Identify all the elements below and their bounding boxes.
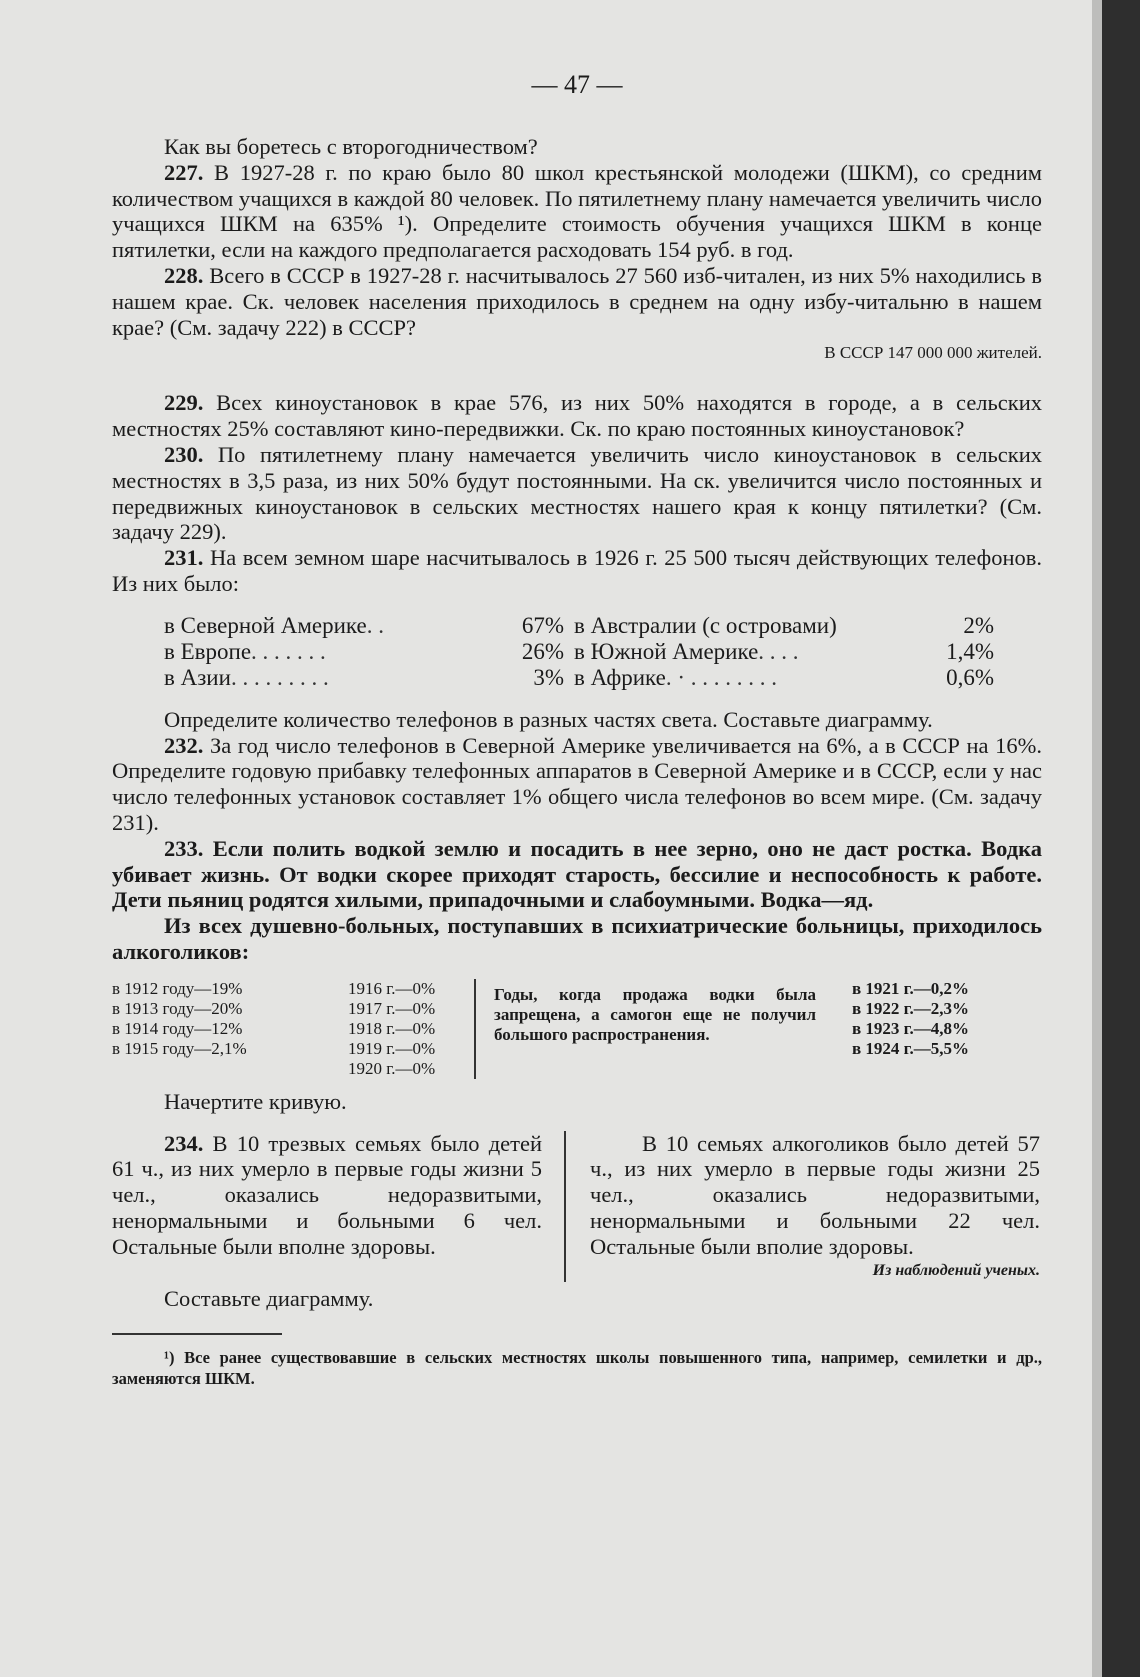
telephone-col-right — [574, 613, 994, 691]
problem-text: В 10 семьях алкоголиков было детей 57 ч., из них умерло в первые годы жизни 25 чел., оказались недоразвитыми, ненормальными и больными 22 чел. Остальные были вполие здоровы. — [590, 1130, 1040, 1259]
problem-232 — [112, 733, 1042, 836]
page-edge — [1092, 0, 1102, 1677]
page-number: — 47 — — [531, 70, 623, 99]
years-1921-1924: в 1921 г.—0,2% в 1922 г.—2,3% в 1923 г.—4,8% в 1924 г.—5,5% — [852, 978, 969, 1058]
problem-number: 234. — [164, 1130, 204, 1156]
problem-number: 227. — [164, 159, 204, 185]
problem-number: 228. — [164, 262, 204, 288]
population-note: В СССР 147 000 000 жителей. — [824, 343, 1042, 363]
problem-234 — [112, 1131, 1042, 1282]
problem-text: Всего в СССР в 1927-28 г. насчитывалось 27 560 изб-читален, из них 5% находились в нашем крае. Ск. человек населения приходилось в среднем на одну избу-читальню в нашем крае? (См. задачу 222) в СССР? — [112, 262, 1042, 340]
problem-text: Всех киноустановок в крае 576, из них 50% находятся в городе, а в сельских местностях 25% составляют кино-передвижки. Ск. по краю постоянных киноустановок? — [112, 390, 1042, 442]
intro-question: Как вы боретесь с второгодничеством? — [164, 134, 538, 159]
alcoholics-table — [112, 979, 1042, 1079]
problem-229 — [112, 390, 1042, 442]
problem-233 — [112, 836, 1042, 913]
problem-number: 230. — [164, 441, 204, 467]
source-note: Из наблюдений ученых. — [872, 1261, 1040, 1279]
years-1916-1920: 1916 г.—0% 1917 г.—0% 1918 г.—0% 1919 г.—0% 1920 г.—0% — [348, 979, 476, 1079]
problem-number: 231. — [164, 545, 204, 571]
telephone-table — [164, 613, 1042, 691]
problem-227 — [112, 160, 1042, 263]
sober-families — [112, 1131, 566, 1282]
telephone-col-left — [164, 613, 564, 691]
problem-text: За год число телефонов в Северной Америке увеличивается на 6%, а в СССР на 16%. Определите годовую прибавку телефонных аппаратов в Северной Америке и в СССР, если у нас число телефонных установок составляет 1% общего числа телефонов во всем мире. (См. задачу 231). — [112, 732, 1042, 835]
table-row: в Азии . . . . . . . . . 3% — [164, 664, 564, 690]
table-row: в Южной Америке . . . . 1,4% — [574, 638, 994, 664]
problem-text: На всем земном шаре насчитывалось в 1926 г. 25 500 тысяч действующих телефонов. Из них было: — [112, 545, 1043, 596]
prohibition-note: Годы, когда продажа водки была запрещена, а самогон еще не получил большого распространения. — [494, 984, 816, 1044]
table-row: в Африке . · . . . . . . . . 0,6% — [574, 664, 994, 690]
problem-text: В 10 трезвых семьях было детей 61 ч., из них умерло в первые годы жизни 5 чел., оказались недоразвитыми, ненормальными и больными 6 чел. Остальные были вполне здоровы. — [112, 1130, 542, 1259]
task-233: Начертите кривую. — [164, 1088, 347, 1114]
table-row: в Европе . . . . . . . 26% — [164, 638, 564, 664]
footnote-divider — [112, 1333, 282, 1335]
main-text — [112, 134, 1042, 1389]
years-1912-1915: в 1912 году—19% в 1913 году—20% в 1914 году—12% в 1915 году—2,1% — [112, 978, 247, 1058]
problem-number: 229. — [164, 390, 204, 416]
scan-border — [1102, 0, 1140, 1677]
problem-text: Если полить водкой землю и посадить в нее зерно, оно не даст ростка. Водка убивает жизнь. От водки скорее приходят старость, бессилие и неспособность к работе. Дети пьяниц родятся хилыми, припадочными и слабоумными. Водка—яд. — [112, 835, 1043, 913]
problem-text: В 1927-28 г. по краю было 80 школ крестьянской молодежи (ШКМ), со средним количеством учащихся в каждой 80 человек. По пятилетнему плану намечается увеличить число учащихся ШКМ на 635% ¹). Определите стоимость обучения учащихся ШКМ в конце пятилетки, если на каждого предполагается расходовать 154 руб. в год. — [112, 159, 1043, 263]
task-231: Определите количество телефонов в разных частях света. Составьте диаграмму. — [164, 706, 933, 732]
alcoholic-families — [566, 1131, 1040, 1282]
table-row: в Австралии (с островами) 2% — [574, 612, 994, 638]
problem-231 — [112, 545, 1042, 597]
alcohol-intro: Из всех душевно-больных, поступавших в психиатрические больницы, приходилось алкоголиков: — [112, 913, 1042, 964]
problem-228 — [112, 263, 1042, 340]
problem-number: 232. — [164, 732, 204, 758]
problem-number: 233. — [164, 835, 204, 861]
problem-text: По пятилетнему плану намечается увеличить число киноустановок в сельских местностях в 3,5 раза, из них 50% будут постоянными. На ск. увеличится число постоянных и передвижных киноустановок в сельских местностях нашего края к концу пятилетки? (См. задачу 229). — [112, 441, 1043, 545]
problem-230 — [112, 442, 1042, 545]
task-234: Составьте диаграмму. — [164, 1285, 374, 1311]
table-row: в Северной Америке . . 67% — [164, 612, 564, 638]
footnote: ¹) Все ранее существовавшие в сельских местностях школы повышенного типа, например, семилетки и др., заменяются ШКМ. — [112, 1348, 1042, 1389]
